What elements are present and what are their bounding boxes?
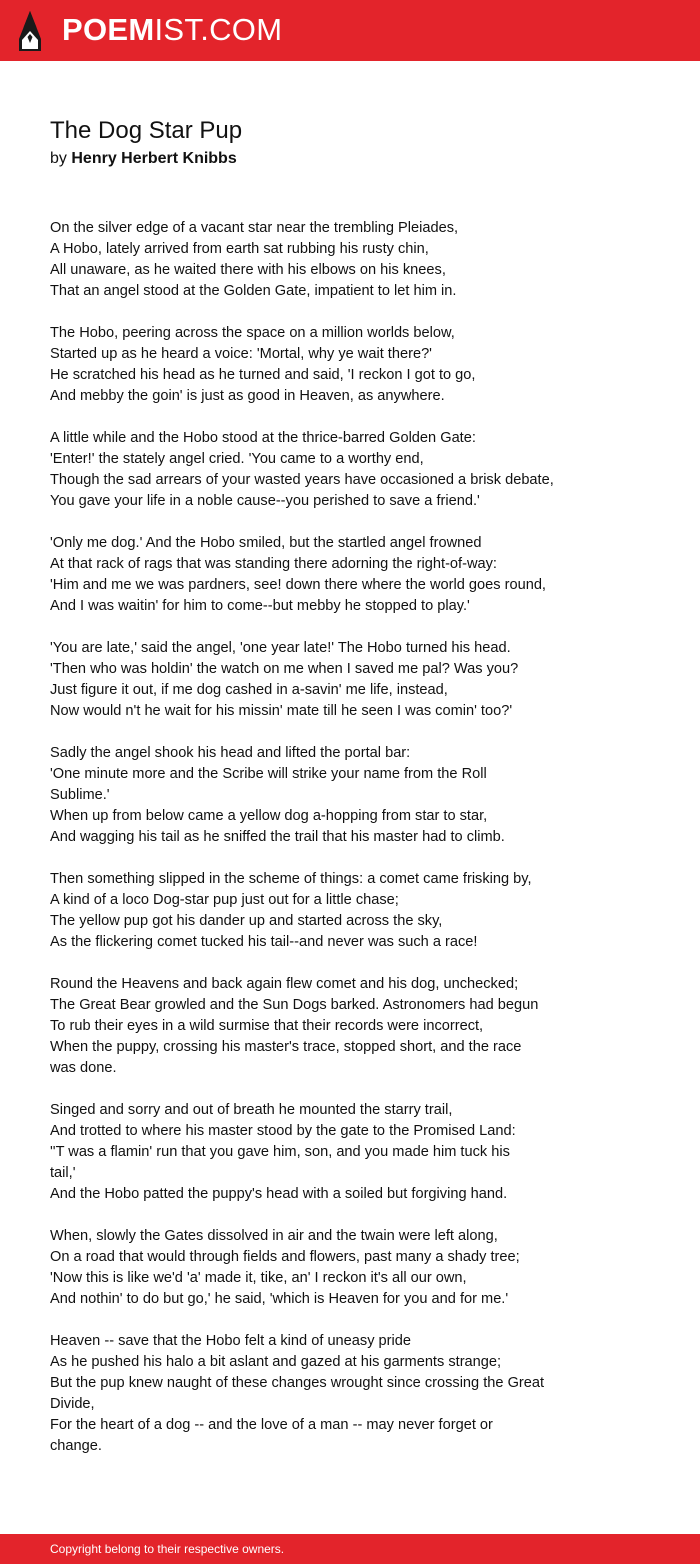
poem-body (50, 218, 610, 1478)
poem-line: Though the sad arrears of your wasted years have occasioned a brisk debate, (50, 472, 554, 488)
poem-line: 'Now this is like we'd 'a' made it, tike, an' I reckon it's all our own, (50, 1270, 467, 1286)
poem-line: And the Hobo patted the puppy's head with a soiled but forgiving hand. (50, 1186, 508, 1202)
poem-line: He scratched his head as he turned and said, 'I reckon I got to go, (50, 367, 476, 383)
poem-stanza (50, 974, 610, 1079)
poem-title: The Dog Star Pup (50, 117, 243, 144)
logo-rest-text: IST.COM (154, 12, 283, 47)
poem-line: 'You are late,' said the angel, 'one year late!' The Hobo turned his head. (50, 640, 511, 656)
poem-line: And mebby the goin' is just as good in Heaven, as anywhere. (50, 388, 445, 404)
logo-bold-text: POEM (62, 12, 155, 47)
poem-line: When the puppy, crossing his master's trace, stopped short, and the race (50, 1039, 522, 1055)
poem-line: 'Enter!' the stately angel cried. 'You came to a worthy end, (50, 451, 424, 467)
poem-line: Started up as he heard a voice: 'Mortal, why ye wait there?' (50, 346, 432, 362)
poem-line: On a road that would through fields and flowers, past many a shady tree; (50, 1249, 520, 1265)
poem-line: To rub their eyes in a wild surmise that their records were incorrect, (50, 1018, 484, 1034)
poem-line: Round the Heavens and back again flew comet and his dog, unchecked; (50, 976, 519, 992)
poem-line: And wagging his tail as he sniffed the trail that his master had to climb. (50, 829, 505, 845)
poem-stanza (50, 869, 610, 953)
poem-line: Then something slipped in the scheme of things: a comet came frisking by, (50, 871, 532, 887)
site-footer (0, 1534, 700, 1564)
site-logo[interactable] (62, 12, 282, 48)
poem-line: 'Only me dog.' And the Hobo smiled, but the startled angel frowned (50, 535, 482, 551)
poem-line: Just figure it out, if me dog cashed in a-savin' me life, instead, (50, 682, 448, 698)
poem-stanza (50, 638, 610, 722)
poem-line: The Great Bear growled and the Sun Dogs barked. Astronomers had begun (50, 997, 539, 1013)
poem-line: The Hobo, peering across the space on a million worlds below, (50, 325, 455, 341)
poem-line: 'Him and me we was pardners, see! down there where the world goes round, (50, 577, 546, 593)
poem-line: All unaware, as he waited there with his elbows on his knees, (50, 262, 446, 278)
poem-line: When up from below came a yellow dog a-hopping from star to star, (50, 808, 488, 824)
poem-line: change. (50, 1438, 102, 1454)
poem-stanza (50, 1226, 610, 1310)
poem-line: The yellow pup got his dander up and started across the sky, (50, 913, 443, 929)
poem-line: At that rack of rags that was standing there adorning the right-of-way: (50, 556, 497, 572)
poem-stanza (50, 1331, 610, 1457)
poem-line: was done. (50, 1060, 117, 1076)
poem-line: A little while and the Hobo stood at the thrice-barred Golden Gate: (50, 430, 476, 446)
poem-line: ''T was a flamin' run that you gave him, son, and you made him tuck his (50, 1144, 510, 1160)
poem-author[interactable]: Henry Herbert Knibbs (71, 150, 237, 167)
poem-line: 'Then who was holdin' the watch on me when I saved me pal? Was you? (50, 661, 519, 677)
poem-line: Sadly the angel shook his head and lifted the portal bar: (50, 745, 411, 761)
poem-line: On the silver edge of a vacant star near the trembling Pleiades, (50, 220, 459, 236)
poem-stanza (50, 533, 610, 617)
poem-line: Heaven -- save that the Hobo felt a kind of uneasy pride (50, 1333, 412, 1349)
copyright-text: Copyright belong to their respective owners. (50, 1542, 285, 1556)
poem-line: Singed and sorry and out of breath he mounted the starry trail, (50, 1102, 453, 1118)
byline-prefix: by (50, 150, 67, 167)
poem-byline (50, 148, 237, 170)
poem-line: As the flickering comet tucked his tail--and never was such a race! (50, 934, 478, 950)
poem-line: But the pup knew naught of these changes wrought since crossing the Great (50, 1375, 545, 1391)
poem-line: And I was waitin' for him to come--but mebby he stopped to play.' (50, 598, 470, 614)
poem-line: For the heart of a dog -- and the love of a man -- may never forget or (50, 1417, 493, 1433)
poem-line: Sublime.' (50, 787, 110, 803)
poem-line: A kind of a loco Dog-star pup just out for a little chase; (50, 892, 399, 908)
poem-stanza (50, 1100, 610, 1205)
poem-stanza (50, 428, 610, 512)
poem-line: tail,' (50, 1165, 76, 1181)
poem-line: And nothin' to do but go,' he said, 'which is Heaven for you and for me.' (50, 1291, 509, 1307)
site-header (0, 0, 700, 61)
poem-line: When, slowly the Gates dissolved in air and the twain were left along, (50, 1228, 498, 1244)
poem-stanza (50, 743, 610, 848)
poem-line: 'One minute more and the Scribe will strike your name from the Roll (50, 766, 487, 782)
pencil-logo-icon[interactable] (18, 10, 42, 52)
poem-line: And trotted to where his master stood by the gate to the Promised Land: (50, 1123, 516, 1139)
poem-stanza (50, 218, 610, 302)
poem-line: Divide, (50, 1396, 95, 1412)
poem-line: That an angel stood at the Golden Gate, impatient to let him in. (50, 283, 457, 299)
poem-line: As he pushed his halo a bit aslant and gazed at his garments strange; (50, 1354, 502, 1370)
poem-line: A Hobo, lately arrived from earth sat rubbing his rusty chin, (50, 241, 429, 257)
poem-stanza (50, 323, 610, 407)
poem-line: Now would n't he wait for his missin' mate till he seen I was comin' too?' (50, 703, 513, 719)
poem-line: You gave your life in a noble cause--you perished to save a friend.' (50, 493, 480, 509)
